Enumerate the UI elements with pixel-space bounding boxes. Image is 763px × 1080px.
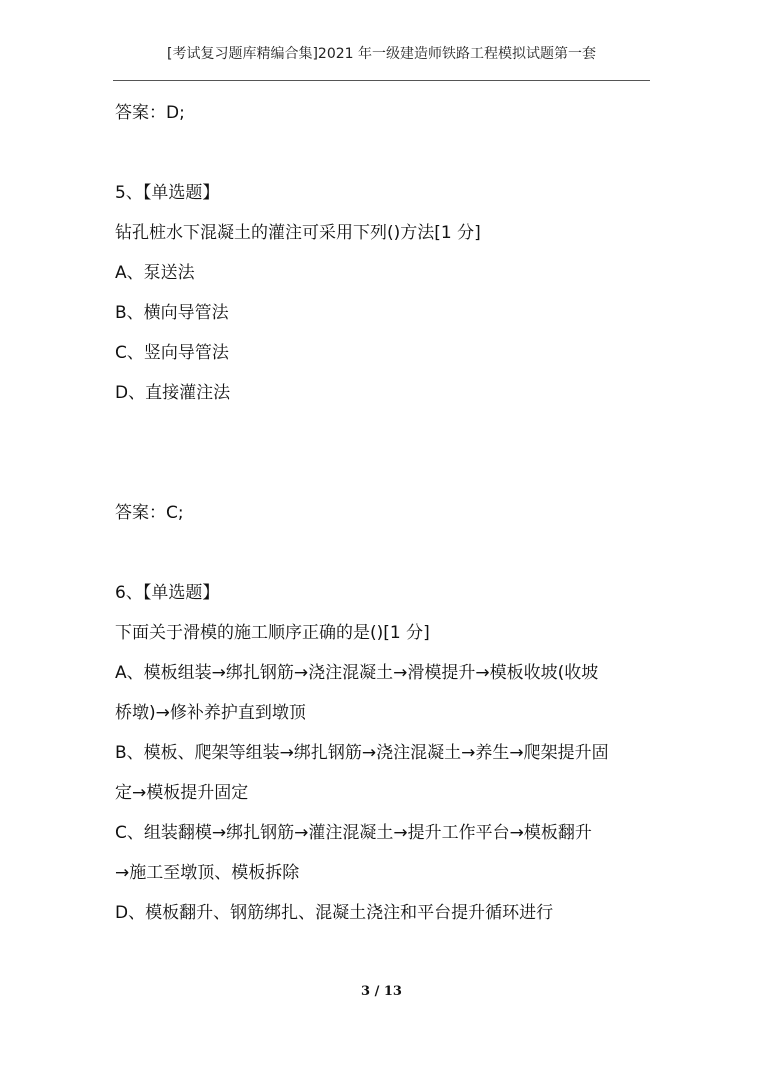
option-a-line-1: A、模板组装→绑扎钢筋→浇注混凝土→滑模提升→模板收坡(收坡 [115, 663, 599, 683]
option-c-line-2: →施工至墩顶、模板拆除 [115, 863, 300, 883]
page-header-title: [考试复习题库精编合集]2021 年一级建造师铁路工程模拟试题第一套 [166, 46, 596, 62]
option-d: D、模板翻升、钢筋绑扎、混凝土浇注和平台提升循环进行 [115, 903, 554, 923]
option-c: C、竖向导管法 [115, 343, 229, 363]
question-number-label: 5、【单选题】 [115, 183, 220, 203]
option-a-line-2: 桥墩)→修补养护直到墩顶 [115, 703, 306, 723]
option-c-line-1: C、组装翻模→绑扎钢筋→灌注混凝土→提升工作平台→模板翻升 [115, 823, 592, 843]
answer: 答案：C; [115, 503, 184, 523]
page-number: 3 / 13 [361, 984, 402, 999]
question-stem: 钻孔桩水下混凝土的灌注可采用下列()方法[1 分] [115, 223, 481, 243]
option-b-line-2: 定→模板提升固定 [115, 783, 249, 803]
option-b: B、横向导管法 [115, 303, 229, 323]
option-d: D、直接灌注法 [115, 383, 231, 403]
previous-answer: 答案：D; [115, 103, 185, 123]
option-b-line-1: B、模板、爬架等组装→绑扎钢筋→浇注混凝土→养生→爬架提升固 [115, 743, 609, 763]
header-divider [113, 80, 650, 81]
question-number-label: 6、【单选题】 [115, 583, 220, 603]
question-stem: 下面关于滑模的施工顺序正确的是()[1 分] [115, 623, 430, 643]
option-a: A、泵送法 [115, 263, 195, 283]
